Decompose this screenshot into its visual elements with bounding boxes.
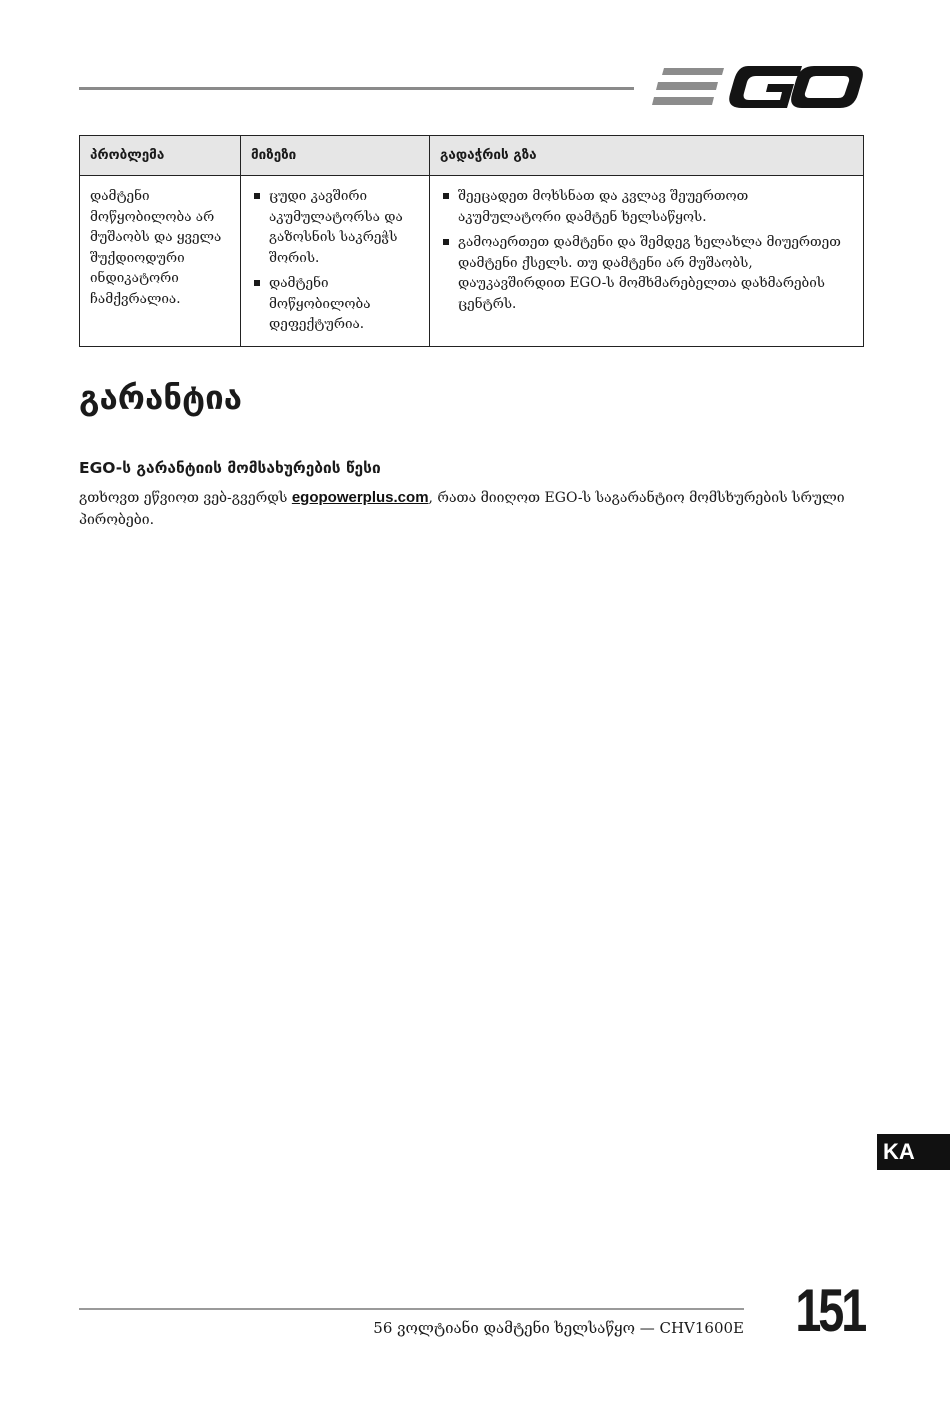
problem-cell: დამტენი მოწყობილობა არ მუშაობს და ყველა შუქდიოდური ინდიკატორი ჩამქვრალია. (80, 176, 241, 347)
logo-letter-g (729, 66, 802, 108)
footer-product-text: 56 ვოლტიანი დამტენი ხელსაწყო — CHV1600E (373, 1319, 744, 1337)
column-header-solution: გადაჭრის გზა (430, 136, 864, 176)
troubleshooting-table (79, 135, 864, 347)
warranty-title: გარანტია (79, 378, 242, 417)
cause-list (251, 186, 419, 335)
header-rule (79, 87, 634, 90)
logo-bar-bottom (652, 97, 714, 105)
column-header-cause: მიზეზი (241, 136, 430, 176)
table-row (80, 176, 864, 347)
solution-list (440, 186, 853, 314)
egopowerplus-link[interactable]: egopowerplus.com (291, 489, 429, 506)
cause-item: დამტენი მოწყობილობა დეფექტურია. (251, 273, 419, 335)
language-tab: KA (877, 1134, 950, 1170)
policy-text-start: გთხოვთ ეწვიოთ ვებ-გვერდს (79, 490, 292, 506)
table-header-row (80, 136, 864, 176)
policy-text-end: , რათა მიიღოთ EGO-ს საგარანტიო მომსხურების სრული პირობები. (79, 490, 845, 528)
warranty-policy-heading: EGO-ს გარანტიის მომსახურების წესი (79, 459, 381, 477)
column-header-problem: პრობლემა (80, 136, 241, 176)
cause-item: ცუდი კავშირი აკუმულატორსა და გაზოსნის საკრეჭს შორის. (251, 186, 419, 268)
page-number: 151 (795, 1277, 864, 1344)
logo-bar-middle (656, 82, 718, 90)
logo-bar-top (662, 68, 724, 75)
cause-cell (241, 176, 430, 347)
logo-letter-o (791, 66, 863, 108)
warranty-policy-text (79, 487, 869, 531)
ego-logo-graphic (652, 62, 864, 112)
solution-cell (430, 176, 864, 347)
solution-item: შეეცადეთ მოხსნათ და კვლავ შეუერთოთ აკუმულატორი დამტენ ხელსაწყოს. (440, 186, 853, 227)
footer-rule (79, 1308, 744, 1310)
ego-logo (652, 62, 864, 112)
solution-item: გამოაერთეთ დამტენი და შემდეგ ხელახლა მიუერთეთ დამტენი ქსელს. თუ დამტენი არ მუშაობს, დაუკავშირდით EGO-ს მომხმარებელთა დახმარების ცენტრს. (440, 232, 853, 314)
